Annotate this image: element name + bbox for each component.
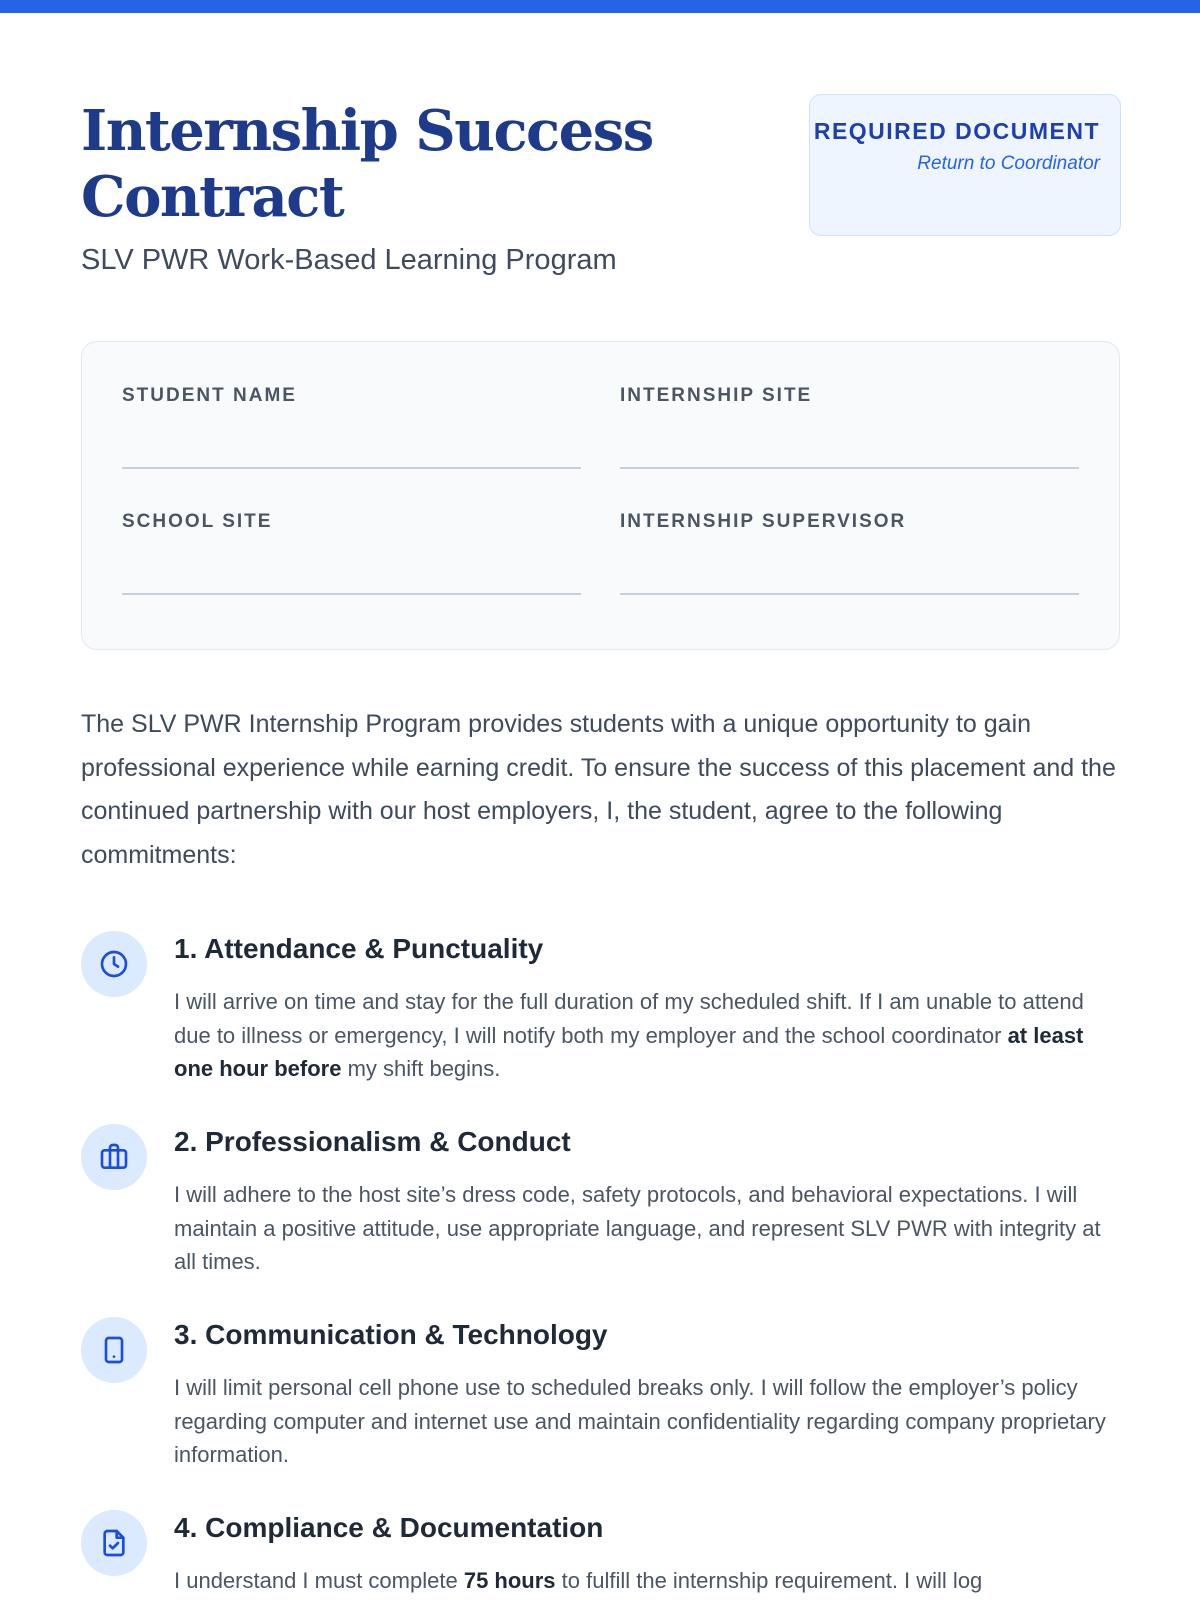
- commitment-title: 4. Compliance & Documentation: [174, 1512, 604, 1543]
- student-name-line[interactable]: [122, 467, 581, 469]
- document-header: [81, 0, 1120, 300]
- student-name-label: STUDENT NAME: [122, 385, 297, 406]
- contract-page: [81, 0, 1120, 1593]
- internship-supervisor-label: INTERNSHIP SUPERVISOR: [620, 511, 907, 532]
- page-subtitle: SLV PWR Work-Based Learning Program: [81, 244, 617, 276]
- commitment-title: 1. Attendance & Punctuality: [174, 933, 544, 964]
- commitment-body: I will limit personal cell phone use to scheduled breaks only. I will follow the employer’s policy regarding computer and internet use and maintain confidentiality regarding company proprietary information.: [174, 1375, 1106, 1467]
- required-badge-title: REQUIRED DOCUMENT: [813, 118, 1100, 144]
- internship-site-label: INTERNSHIP SITE: [620, 385, 813, 406]
- commitment-title: 3. Communication & Technology: [174, 1319, 608, 1350]
- page-title: Internship Success Contract: [81, 98, 653, 230]
- commitment-body: [174, 1564, 1120, 1598]
- required-badge-subtitle: Return to Coordinator: [917, 153, 1100, 174]
- body-text: my shift begins.: [341, 1056, 501, 1081]
- school-site-field[interactable]: [122, 511, 581, 595]
- student-name-field[interactable]: [122, 385, 581, 469]
- required-document-badge: [809, 94, 1121, 236]
- body-text: to fulfill the internship requirement. I will log: [555, 1568, 983, 1593]
- school-site-label: SCHOOL SITE: [122, 511, 273, 532]
- intro-paragraph: The SLV PWR Internship Program provides students with a unique opportunity to gain professional experience while earning credit. To ensure the success of this placement and the continued partnership with our host employers, I, the student, agree to the following commitments:: [81, 710, 1116, 869]
- internship-site-field[interactable]: [620, 385, 1079, 469]
- body-emphasis: 75 hours: [463, 1568, 556, 1593]
- internship-supervisor-field[interactable]: [620, 511, 1079, 595]
- clock-icon: [81, 931, 147, 997]
- phone-icon: [81, 1317, 147, 1383]
- commitment-body: [174, 985, 1120, 1086]
- school-site-line[interactable]: [122, 593, 581, 595]
- body-text: I understand I must complete: [174, 1568, 464, 1593]
- body-text: I will arrive on time and stay for the full duration of my scheduled shift. If I am unable to attend due to illness or emergency, I will notify both my employer and the school coordinator: [174, 989, 1084, 1048]
- commitment-body: I will adhere to the host site’s dress code, safety protocols, and behavioral expectations. I will maintain a positive attitude, use appropriate language, and represent SLV PWR with integrity at all times.: [174, 1182, 1101, 1274]
- body-emphasis: at least one hour before: [174, 1022, 1084, 1081]
- student-info-card: [81, 341, 1120, 650]
- commitment-title: 2. Professionalism & Conduct: [174, 1126, 571, 1157]
- internship-supervisor-line[interactable]: [620, 593, 1079, 595]
- internship-site-line[interactable]: [620, 467, 1079, 469]
- file-check-icon: [81, 1510, 147, 1576]
- briefcase-icon: [81, 1124, 147, 1190]
